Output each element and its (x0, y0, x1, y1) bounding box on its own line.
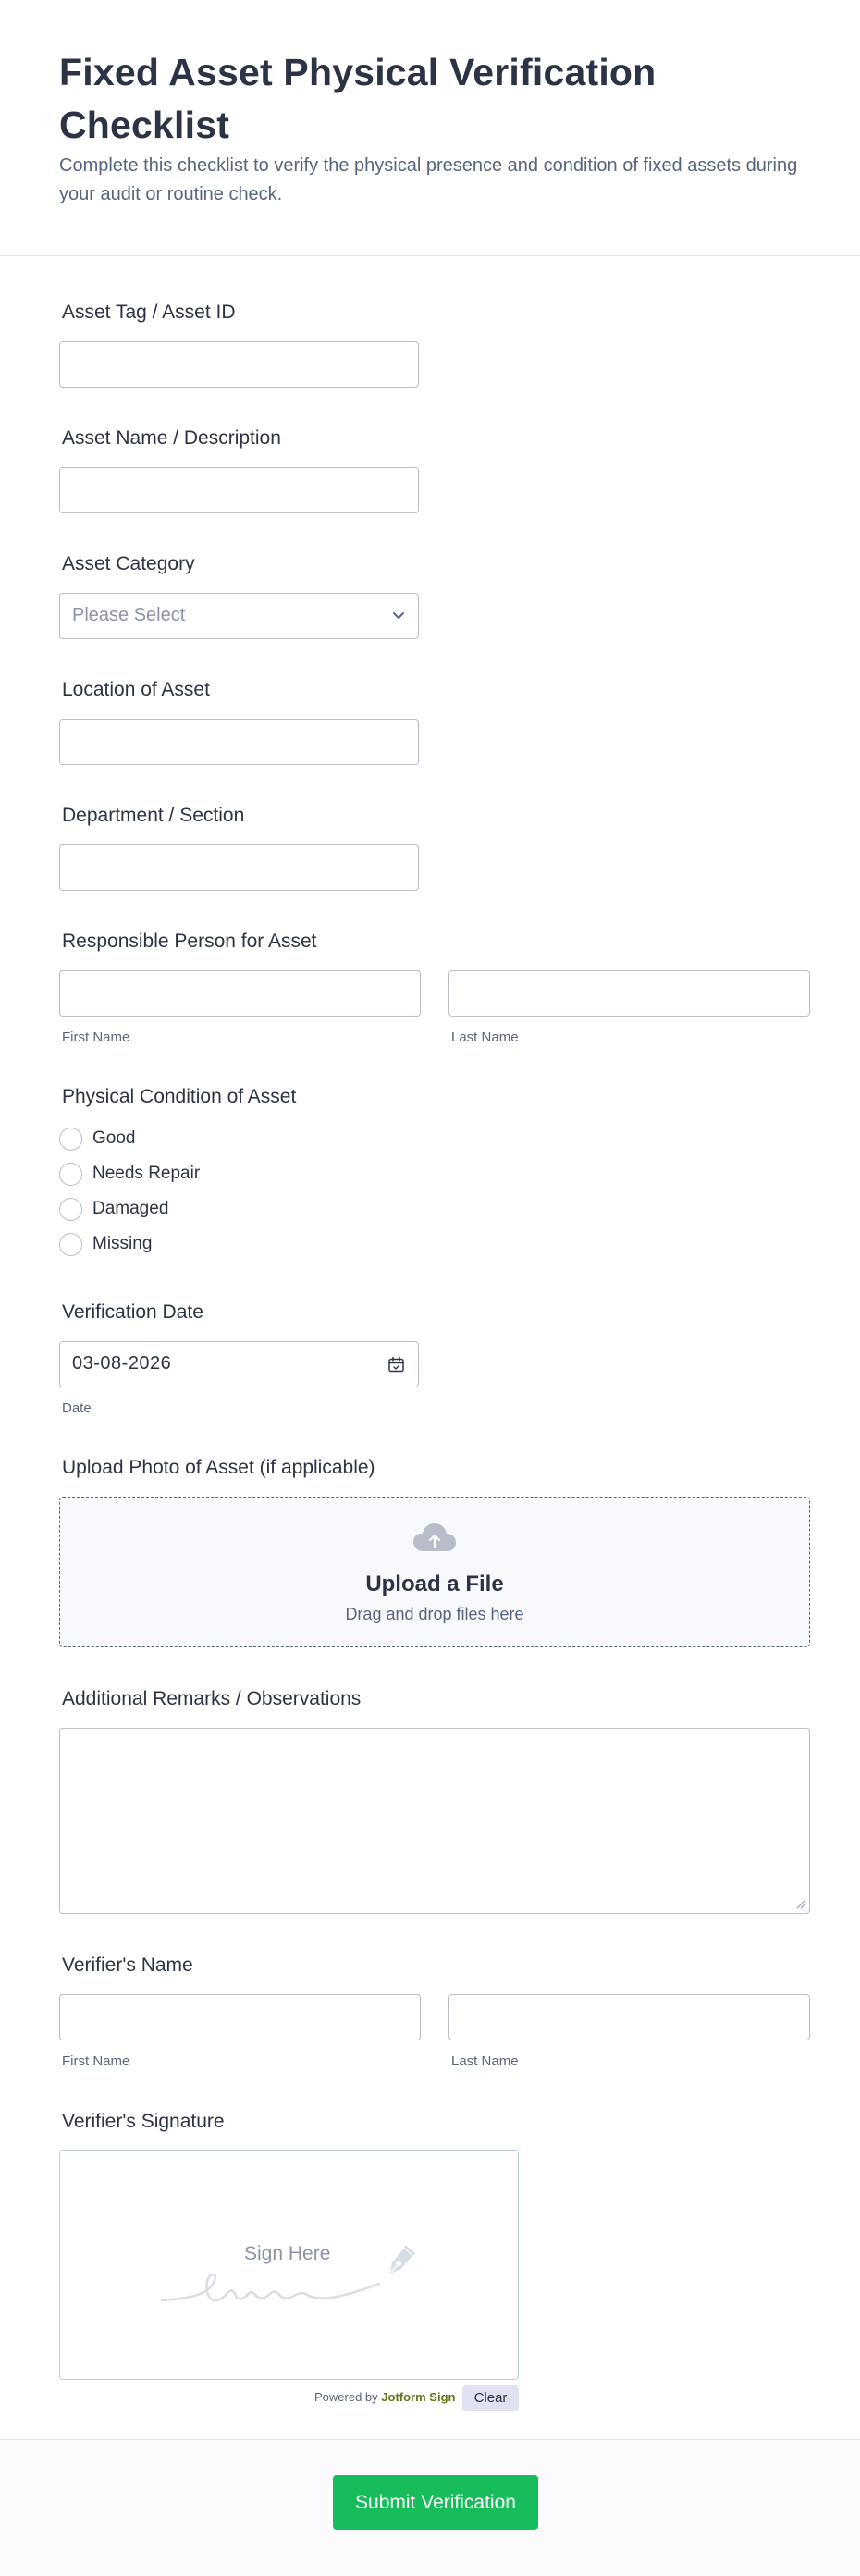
file-upload-dropzone[interactable] (59, 1497, 810, 1647)
submit-button[interactable]: Submit Verification (333, 2475, 538, 2530)
powered-by-prefix: Powered by (314, 2390, 378, 2404)
signature-label: Verifier's Signature (62, 2111, 225, 2132)
radio-label: Missing (92, 1234, 153, 1253)
remarks-label: Additional Remarks / Observations (62, 1688, 362, 1709)
verifier-last-name-input[interactable] (448, 1994, 810, 2040)
form-subtitle: Complete this checklist to verify the physical presence and condition of fixed assets during your audit or routine check. (59, 155, 798, 204)
resize-grip-icon[interactable] (796, 1900, 805, 1909)
verifier-first-name-sublabel: First Name (62, 2053, 130, 2069)
radio-label: Good (92, 1128, 136, 1148)
location-label: Location of Asset (62, 679, 210, 700)
asset-tag-input[interactable] (59, 341, 419, 388)
responsible-first-name-sublabel: First Name (62, 1029, 130, 1045)
asset-tag-label: Asset Tag / Asset ID (62, 302, 236, 323)
radio-button[interactable] (59, 1233, 82, 1256)
asset-category-select[interactable] (59, 593, 419, 639)
form-header (0, 0, 860, 256)
upload-hint: Drag and drop files here (345, 1605, 524, 1623)
responsible-last-name-input[interactable] (448, 970, 810, 1017)
radio-label: Needs Repair (92, 1164, 201, 1183)
form-title: Fixed Asset Physical Verification Checklist (59, 51, 657, 146)
calendar-icon[interactable] (387, 1356, 405, 1374)
cloud-upload-icon (411, 1520, 459, 1557)
verification-date-sublabel: Date (62, 1400, 92, 1416)
radio-button[interactable] (59, 1128, 82, 1151)
clear-signature-button[interactable]: Clear (462, 2385, 519, 2411)
department-input[interactable] (59, 844, 419, 891)
responsible-last-name-sublabel: Last Name (451, 1029, 519, 1045)
asset-category-selected-value: Please Select (72, 605, 186, 625)
powered-by-text (314, 2390, 455, 2404)
chevron-down-icon (390, 607, 407, 623)
upload-title: Upload a File (365, 1571, 504, 1596)
responsible-first-name-input[interactable] (59, 970, 421, 1017)
asset-name-label: Asset Name / Description (62, 427, 281, 449)
department-label: Department / Section (62, 805, 245, 826)
verifier-first-name-input[interactable] (59, 1994, 421, 2040)
asset-name-input[interactable] (59, 467, 419, 513)
location-input[interactable] (59, 719, 419, 765)
upload-label: Upload Photo of Asset (if applicable) (62, 1457, 375, 1478)
verifier-last-name-sublabel: Last Name (451, 2053, 519, 2069)
radio-label: Damaged (92, 1199, 169, 1218)
powered-by-brand[interactable]: Jotform Sign (381, 2390, 456, 2404)
verification-date-label: Verification Date (62, 1301, 203, 1323)
radio-button[interactable] (59, 1163, 82, 1186)
condition-option-damaged[interactable] (59, 1196, 168, 1222)
pen-icon (378, 2243, 419, 2284)
condition-option-needs-repair[interactable] (59, 1161, 200, 1187)
asset-category-label: Asset Category (62, 553, 195, 574)
verification-date-input[interactable] (59, 1341, 419, 1387)
radio-button[interactable] (59, 1198, 82, 1221)
signature-pad[interactable] (59, 2150, 519, 2380)
condition-label: Physical Condition of Asset (62, 1086, 297, 1107)
verification-date-value: 03-08-2026 (72, 1353, 172, 1374)
responsible-person-label: Responsible Person for Asset (62, 931, 317, 952)
condition-option-good[interactable] (59, 1126, 135, 1152)
verifier-name-label: Verifier's Name (62, 1954, 193, 1976)
condition-option-missing[interactable] (59, 1231, 152, 1257)
remarks-textarea[interactable] (59, 1728, 810, 1914)
signature-placeholder: Sign Here (244, 2243, 331, 2264)
